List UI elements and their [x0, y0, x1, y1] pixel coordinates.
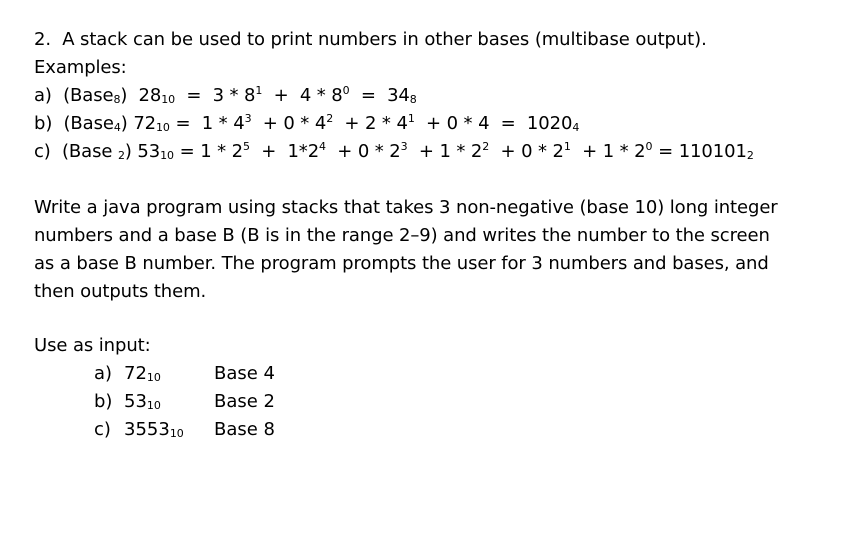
- input-item-base: Base 8: [214, 419, 276, 440]
- input-item-base: Base 2: [214, 391, 276, 412]
- paragraph-line: as a base B number. The program prompts the user for 3 numbers and bases, and: [34, 253, 769, 274]
- example-b: b) (Base$_4$) $72_{10} = 1 * 4^3 + 0 * 4^2 + 2 * 4^1 + 0 * 4 = 1020_4$: [34, 112, 580, 134]
- input-item-label: b): [94, 391, 113, 412]
- examples-label: Examples:: [34, 57, 127, 78]
- input-item-number: $72_{10}$: [124, 363, 161, 384]
- input-item-label: c): [94, 419, 111, 440]
- input-item-number: $53_{10}$: [124, 391, 161, 412]
- input-item-number: $3553_{10}$: [124, 419, 184, 440]
- input-item-label: a): [94, 363, 113, 384]
- input-item-base: Base 4: [214, 363, 276, 384]
- input-label: Use as input:: [34, 335, 151, 356]
- example-c: c) (Base $_2$) $53_{10} = 1 * 2^5 + 1*2^4 + 0 * 2^3 + 1 * 2^2 + 0 * 2^1 + 1 * 2^0 = 110101_2$: [34, 140, 754, 162]
- paragraph-line: numbers and a base B (B is in the range 2–9) and writes the number to the screen: [34, 225, 770, 246]
- paragraph-line: then outputs them.: [34, 281, 207, 302]
- paragraph-line: Write a java program using stacks that takes 3 non-negative (base 10) long integer: [34, 197, 778, 218]
- problem-heading: 2. A stack can be used to print numbers in other bases (multibase output).: [34, 29, 707, 50]
- example-a: a) (Base$_8$) $28_{10} = 3 * 8^1 + 4 * 8^0 = 34_8$: [34, 84, 417, 106]
